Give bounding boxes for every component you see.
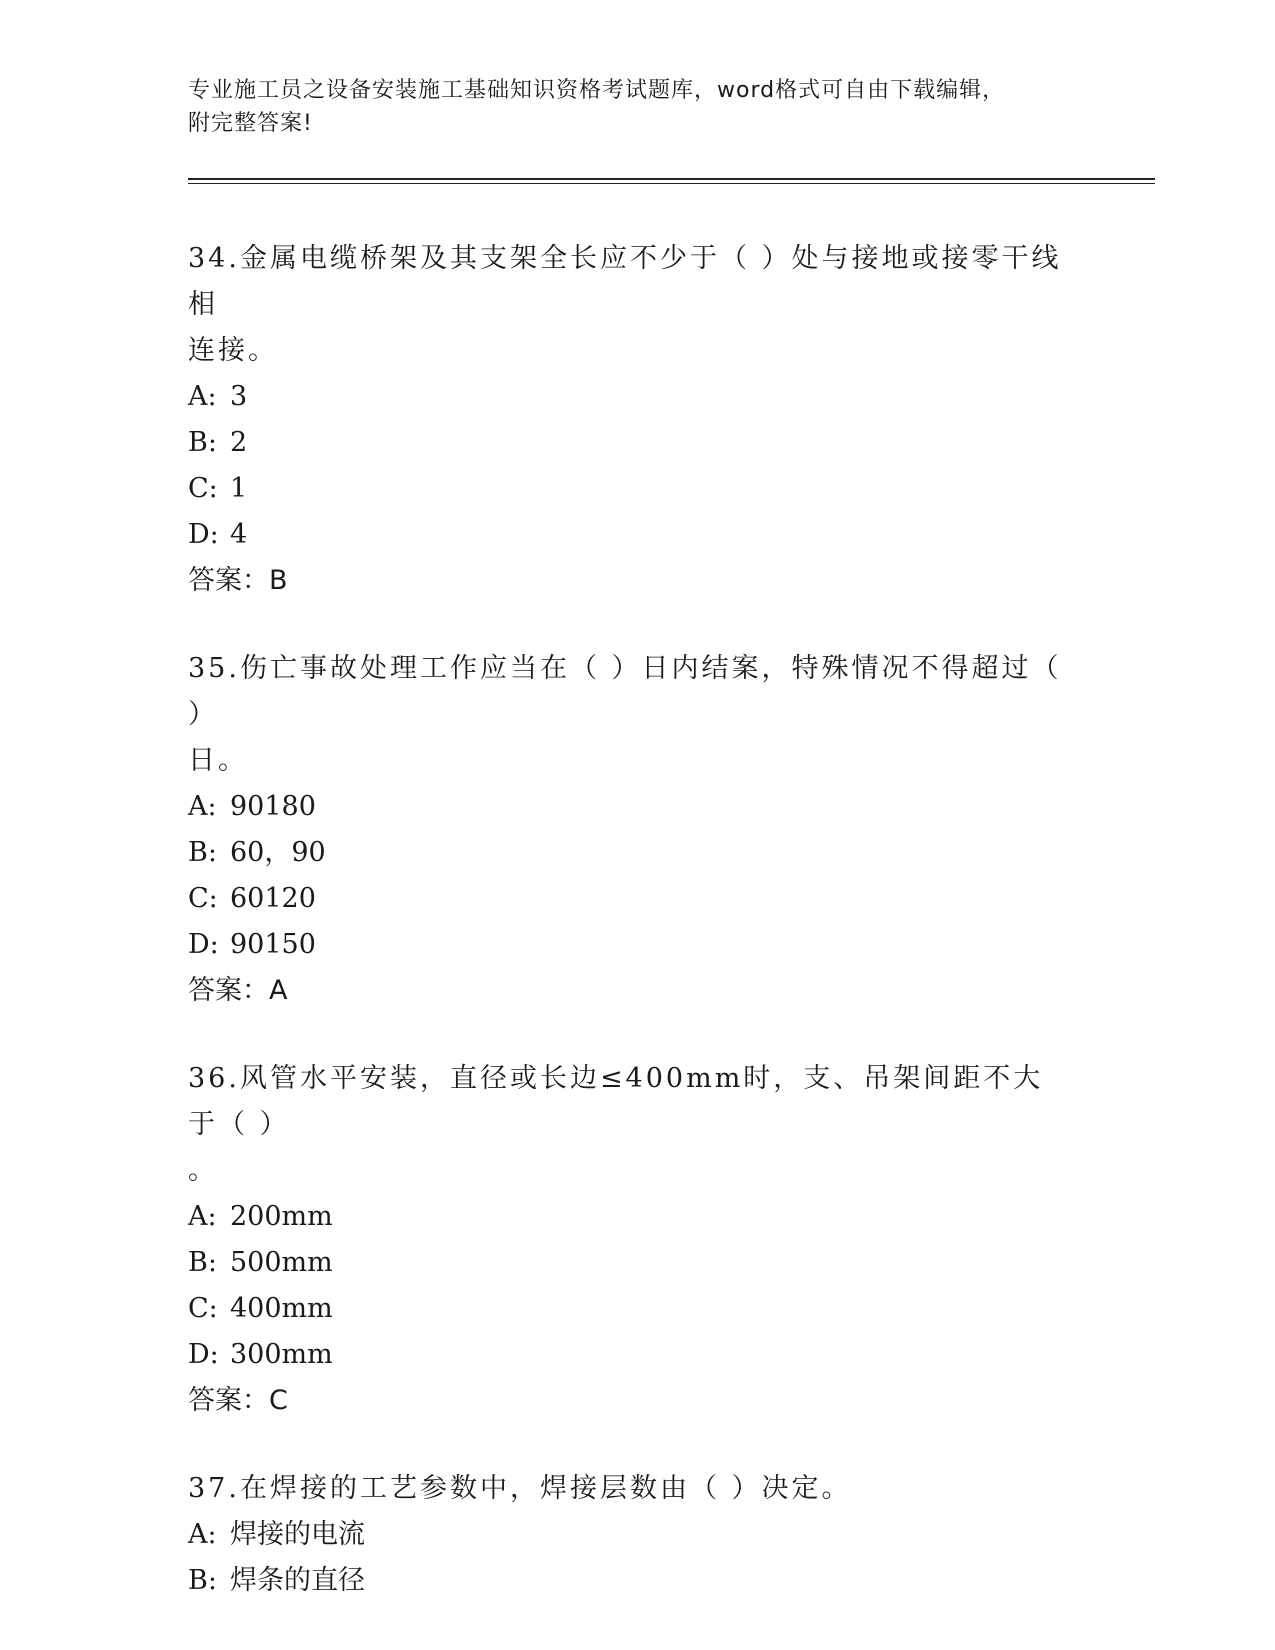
option-text: 90180 [230,791,316,822]
option-text: 1 [230,473,248,504]
option-a [188,1512,1068,1558]
option-b [188,420,1068,466]
option-d [188,512,1068,558]
option-text: 500mm [230,1247,333,1278]
option-b [188,1240,1068,1286]
option-letter: B: [188,1565,217,1596]
option-letter: C: [188,1293,218,1324]
option-b [188,830,1068,876]
option-text: 60120 [230,883,316,914]
option-text: 200mm [230,1201,333,1232]
header-line-2: 附完整答案! [188,111,313,136]
option-c [188,1286,1068,1332]
option-c [188,466,1068,512]
question-list [188,236,1068,1646]
option-letter: C: [188,473,218,504]
header-line-1: 专业施工员之设备安装施工基础知识资格考试题库，word格式可自由下载编辑， [188,78,1006,103]
question-stem-continued: 日。 [188,745,248,776]
option-text: 90150 [230,929,316,960]
option-text: 60，90 [230,837,326,868]
option-c [188,876,1068,922]
option-letter: A: [188,791,217,822]
question-stem: 37.在焊接的工艺参数中，焊接层数由（ ）决定。 [188,1473,852,1504]
question-stem: 34.金属电缆桥架及其支架全长应不少于（ ）处与接地或接零干线相 [188,243,1062,320]
question-stem: 35.伤亡事故处理工作应当在（ ）日内结案，特殊情况不得超过（ ） [188,653,1062,730]
option-a [188,784,1068,830]
option-text: 2 [230,427,248,458]
answer-key: 答案：A [188,975,288,1006]
option-a [188,374,1068,420]
option-letter: C: [188,883,218,914]
option-letter: B: [188,1247,217,1278]
option-letter: B: [188,837,217,868]
option-letter: A: [188,381,217,412]
question-35 [188,646,1068,1014]
answer-key: 答案：B [188,565,288,596]
option-text: 300mm [230,1339,333,1370]
option-letter: D: [188,519,219,550]
question-34 [188,236,1068,604]
header-divider-thin [188,183,1155,184]
option-letter: B: [188,427,217,458]
question-37 [188,1466,1068,1604]
document-header [188,74,1088,140]
option-d [188,1332,1068,1378]
option-text: 焊接的电流 [230,1519,365,1550]
header-divider-thick [188,178,1155,180]
option-b [188,1558,1068,1604]
option-letter: D: [188,1339,219,1370]
question-stem-continued: 连接。 [188,335,278,366]
option-text: 焊条的直径 [230,1565,365,1596]
option-letter: A: [188,1519,217,1550]
option-text: 400mm [230,1293,333,1324]
question-36 [188,1056,1068,1424]
option-letter: D: [188,929,219,960]
question-stem: 36.风管水平安装，直径或长边≤400mm时，支、吊架间距不大于（ ） [188,1063,1044,1140]
answer-key: 答案：C [188,1385,288,1416]
option-a [188,1194,1068,1240]
option-letter: A: [188,1201,217,1232]
option-text: 3 [230,381,248,412]
option-text: 4 [230,519,248,550]
question-stem-continued: 。 [188,1155,218,1186]
option-d [188,922,1068,968]
